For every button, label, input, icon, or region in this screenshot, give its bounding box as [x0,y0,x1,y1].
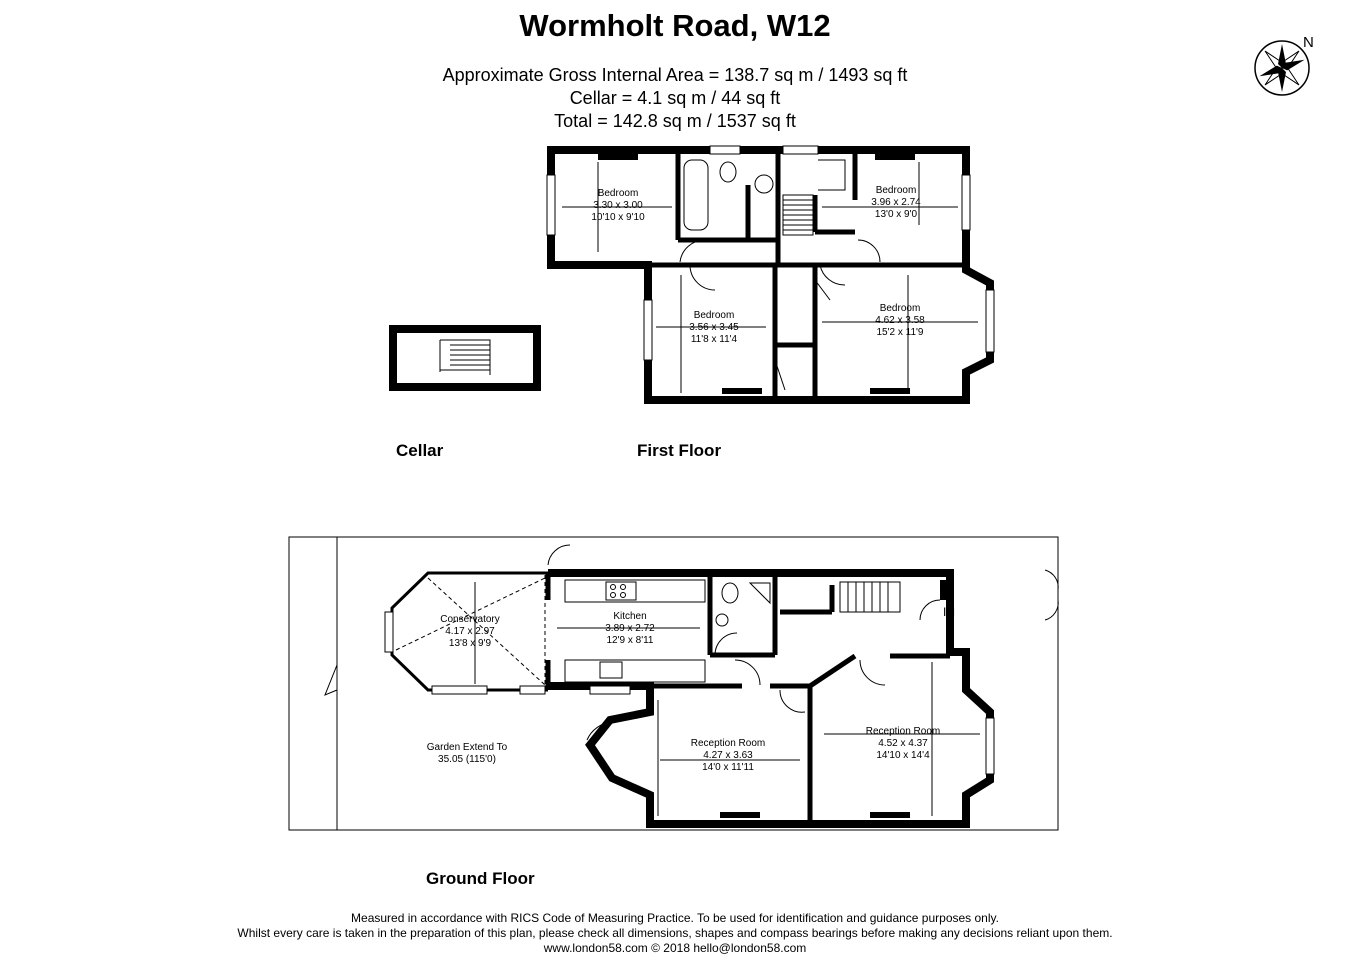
room-metric: 4.17 x 2.97 [445,626,495,637]
footer-line-contact: www.london58.com © 2018 hello@london58.com [543,941,807,955]
room-label-garden [417,742,517,766]
room-label-bedroom-3 [676,310,752,346]
room-name: Bedroom [875,185,917,196]
room-label-kitchen [590,611,670,647]
room-name: Kitchen [613,611,647,622]
footer-line-disclaimer: Whilst every care is taken in the preparation of this plan, please check all dimensions, shapes and compass bearings before making any decisions reliant upon them. [237,926,1113,940]
area-line-gross: Approximate Gross Internal Area = 138.7 sq m / 1493 sq ft [442,65,908,85]
cellar-floor-label: Cellar [396,441,444,460]
room-imperial: 13'8 x 9'9 [448,638,492,649]
room-metric: 3.56 x 3.45 [689,322,739,333]
room-metric: 4.62 x 3.58 [875,315,925,326]
first-floor-label: First Floor [637,441,722,460]
first-floor-bathroom-fixtures [684,160,773,230]
room-label-bedroom-2 [858,185,934,221]
room-imperial: 11'8 x 11'4 [690,334,738,345]
room-name: Garden Extend To [426,742,508,753]
room-imperial: 15'2 x 11'9 [876,327,924,338]
ground-floor-radiators [720,580,946,818]
room-label-bedroom-4 [862,303,938,339]
room-label-bedroom-1 [580,188,656,224]
room-imperial: 12'9 x 8'11 [606,635,654,646]
room-name: Reception Room [865,726,941,737]
room-name: Bedroom [879,303,921,314]
room-metric: 3.30 x 3.00 [593,200,643,211]
ground-floor-wc-fixtures [716,583,770,626]
cellar-walls [393,329,537,387]
area-line-cellar: Cellar = 4.1 sq m / 44 sq ft [569,88,781,108]
room-name: Reception Room [690,738,766,749]
room-metric: 3.96 x 2.74 [871,197,921,208]
room-metric: 3.89 x 2.72 [605,623,655,634]
compass-north-label: N [1303,34,1314,51]
room-name: Bedroom [597,188,639,199]
plan-title: Wormholt Road, W12 [519,8,831,43]
room-imperial: 14'0 x 11'11 [702,762,754,773]
room-metric: 4.27 x 3.63 [703,750,753,761]
disclaimer-footer [0,911,1350,956]
room-metric: 35.05 (115'0) [438,754,496,765]
room-imperial: 10'10 x 9'10 [591,212,645,223]
room-imperial: 14'10 x 14'4 [876,750,930,761]
room-metric: 4.52 x 4.37 [878,738,928,749]
footer-line-rics: Measured in accordance with RICS Code of Measuring Practice. To be used for identification and guidance purposes only. [351,911,999,925]
area-line-total: Total = 142.8 sq m / 1537 sq ft [554,111,796,131]
entrance-label: IN [943,605,955,619]
room-name: Conservatory [440,614,500,625]
ground-floor-label: Ground Floor [426,869,535,888]
room-imperial: 13'0 x 9'0 [874,209,918,220]
room-label-reception-2 [853,726,953,762]
room-name: Bedroom [693,310,735,321]
room-label-conservatory [430,614,510,650]
room-label-reception-1 [678,738,778,774]
ground-floor-stairs [840,582,900,612]
